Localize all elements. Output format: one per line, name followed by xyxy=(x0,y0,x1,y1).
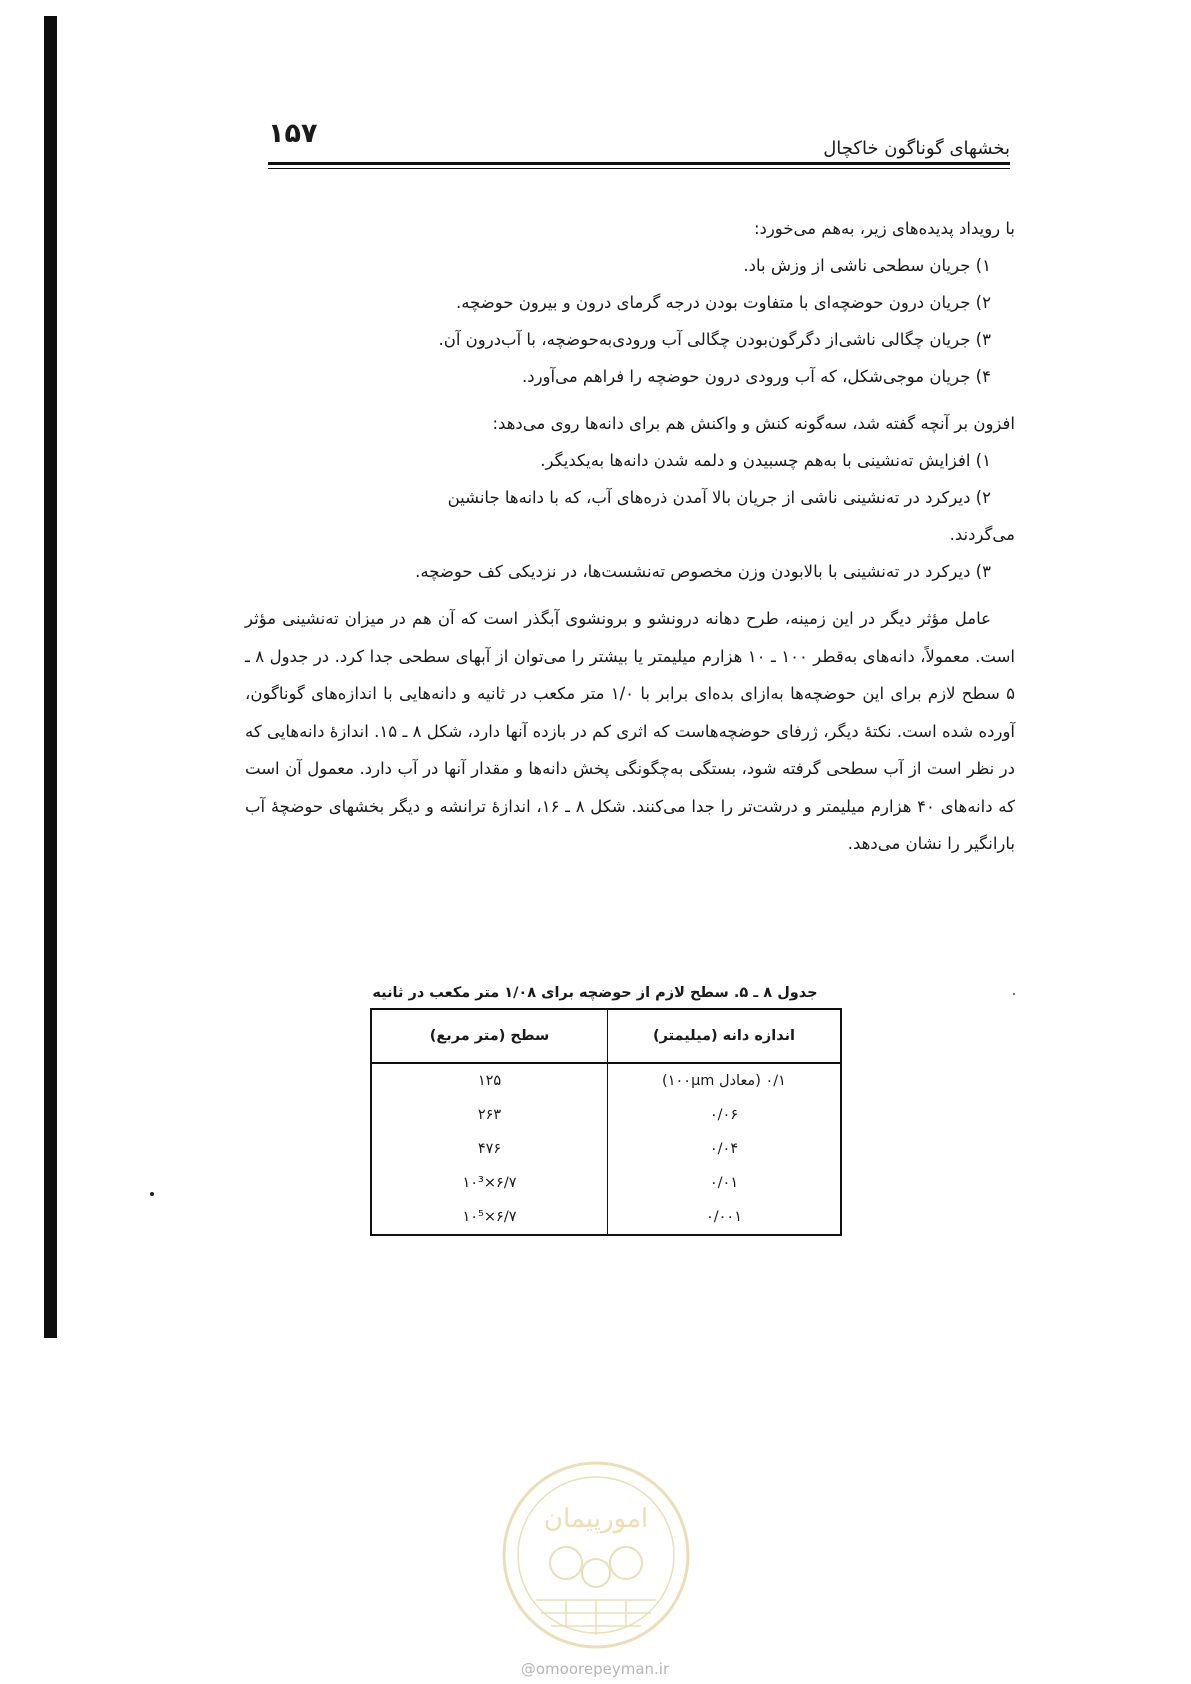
grain-size-cell: ۰/۰۶ xyxy=(608,1098,842,1132)
table-row xyxy=(371,1098,841,1132)
grain-size-cell: ۰/۱ (معادل ۱۰۰μm) xyxy=(608,1063,842,1098)
column-header-grain-size: اندازه دانه (میلیمتر) xyxy=(608,1009,842,1063)
scan-edge-bar xyxy=(44,16,57,1338)
area-cell: ۲۶۳ xyxy=(477,1107,502,1123)
page-number: ۱۵۷ xyxy=(268,118,318,149)
area-cell: ۱۲۵ xyxy=(477,1073,502,1089)
section1-item: ۴) جریان موجی‌شکل، که آب ورودی درون حوضچه را فراهم می‌آورد. xyxy=(521,367,991,386)
table-row xyxy=(371,1166,841,1200)
section1-item: ۱) جریان سطحی ناشی از وزش باد. xyxy=(743,256,991,275)
table-header-row xyxy=(371,1009,841,1063)
gear-icon xyxy=(550,1547,642,1587)
section2-item: ۱) افزایش ته‌نشینی با به‌هم چسبیدن و دلمه شدن دانه‌ها به‌یکدیگر. xyxy=(540,451,991,470)
header-rule-thick xyxy=(268,162,1010,165)
table-row xyxy=(371,1200,841,1235)
section2-item: ۲) دیرکرد در ته‌نشینی ناشی از جریان بالا آمدن ذره‌های آب، که با دانه‌ها جانشین xyxy=(447,488,991,507)
section1-item: ۲) جریان درون حوضچه‌ای با متفاوت بودن درجه گرمای درون و بیرون حوضچه. xyxy=(455,293,991,312)
section2-item: ۳) دیرکرد در ته‌نشینی با بالابودن وزن مخصوص ته‌نشست‌ها، در نزدیکی کف حوضچه. xyxy=(415,562,991,581)
table-row xyxy=(371,1132,841,1166)
running-title: بخشهای گوناگون خاکچال xyxy=(823,138,1010,159)
body-paragraph: عامل مؤثر دیگر در این زمینه، طرح دهانه درونشو و برونشوی آبگذر است که آن هم در میزان ته‌نشینی مؤثر است. معمولاً، دانه‌های به‌قطر ۱۰۰ ـ ۱۰ هزارم میلیمتر یا بیشتر را می‌توان از آبهای سطحی جدا کرد. در جدول ۸ ـ ۵ سطح لازم برای این حوضچه‌ها به‌ازای بده‌ای برابر با ۱/۰ متر مکعب در ثانیه و دانه‌هایی با اندازه‌های گوناگون، آورده شده است. نکتهٔ دیگر، ژرفای حوضچه‌هاست که اثری کم در بازده آنها دارد، شکل ۸ ـ ۱۵. اندازهٔ دانه‌هایی که در نظر است از آب سطحی گرفته شود، بستگی به‌چگونگی پخش دانه‌ها و مقدار آنها در آب دارد. معمول آن است که دانه‌های ۴۰ هزارم میلیمتر و درشت‌تر را جدا می‌کنند. شکل ۸ ـ ۱۶، اندازهٔ ترانشه و دیگر بخشهای حوضچهٔ آب بارانگیر را نشان می‌دهد. xyxy=(245,609,1016,853)
table-caption: جدول ۸ ـ ۵. سطح لازم از حوضچه برای ۱/۰۸ متر مکعب در ثانیه xyxy=(372,985,818,1001)
grain-area-table xyxy=(370,1008,842,1236)
watermark-logo-text: امورپیمان xyxy=(543,1504,649,1534)
grain-size-cell: ۰/۰۱ xyxy=(608,1166,842,1200)
section1-intro: با رویداد پدیده‌های زیر، به‌هم می‌خورد: xyxy=(753,219,1015,238)
scan-speck xyxy=(1013,993,1015,995)
area-cell: ۶/۷×۱۰⁵ xyxy=(462,1209,517,1225)
scan-speck xyxy=(150,1192,154,1196)
column-header-area: سطح (متر مربع) xyxy=(371,1009,608,1063)
section1-item: ۳) جریان چگالی ناشی‌از دگرگون‌بودن چگالی آب ورودی‌به‌حوضچه، با آب‌درون آن. xyxy=(438,330,991,349)
watermark-url: @omoorepeyman.ir xyxy=(520,1660,670,1678)
body-text xyxy=(245,210,1015,863)
table-row xyxy=(371,1063,841,1098)
area-cell: ۶/۷×۱۰³ xyxy=(462,1175,517,1191)
watermark-logo xyxy=(496,1455,696,1655)
area-cell: ۴۷۶ xyxy=(477,1141,502,1157)
grain-size-cell: ۰/۰۴ xyxy=(608,1132,842,1166)
section2-item-continuation: می‌گردند. xyxy=(949,525,1015,544)
brick-pattern-icon xyxy=(536,1600,656,1635)
header-rule-thin xyxy=(268,168,1010,169)
grain-size-cell: ۰/۰۰۱ xyxy=(608,1200,842,1235)
section2-intro: افزون بر آنچه گفته شد، سه‌گونه کنش و واکنش هم برای دانه‌ها روی می‌دهد: xyxy=(492,414,1015,433)
